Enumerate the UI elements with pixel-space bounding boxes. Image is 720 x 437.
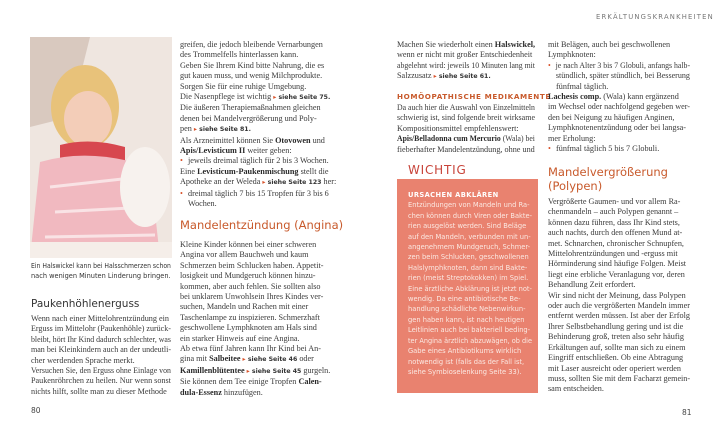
text-line [397,61,535,71]
bold-term: Salbeitee [209,354,241,364]
text-line [397,50,532,60]
text-run: bei unklarem Unwohlsein Ihres Kindes ver- [180,292,324,302]
text-line [548,144,659,154]
text-line [180,377,322,387]
text-run: mer Erholung: [548,133,596,143]
text-line [180,124,251,135]
box-text-line: rien (meist Streptokokken) im Spiel. [408,274,529,283]
text-run: fünfmal täglich. [556,81,609,91]
text-line [548,270,685,280]
text-run: Sie können dem Tee einige Tropfen [180,377,299,387]
text-line [548,291,686,301]
text-line [180,334,300,344]
text-line [548,92,679,102]
text-line [180,92,330,103]
text-run: Erkältungen auf, sollte man sich zu einem [548,342,686,352]
text-line [180,167,329,177]
text-run: wenn er nicht mit großer Entschiedenheit [397,50,533,60]
text-line [180,302,308,312]
bold-term: Kamillenblütentee [180,365,245,375]
caption-line: Ein Halswickel kann bei Halsschmerzen schon [31,262,171,270]
subheading-homoeopathische-medikamente: HOMÖOPATHISCHE MEDIKAMENTE [397,92,551,101]
text-line [180,354,314,365]
col2-text-top [180,40,350,210]
box-text-line: gen haben kann, ist nach heutigen [408,315,525,324]
text-run: Behandlung Zeit erfordert. [548,280,636,290]
text-run: cher werdenden Sprache merkt. [31,355,135,365]
text-run: fieberhafter Mandelentzündung, ohne und [397,144,535,154]
text-line [180,177,336,188]
page-reference-link[interactable]: ▸ siehe Seite 61. [434,73,491,80]
text-line [548,71,690,81]
col1-text [31,314,171,397]
text-line [548,61,690,71]
text-run: stündlich, später stündlich, bei Besserung [555,71,690,81]
text-line [31,387,167,397]
text-run: gut kauen muss, und wenig Milchprodukte. [180,71,323,81]
text-line [548,353,683,363]
text-run: Wir sind nicht der Meinung, dass Polypen [548,290,686,300]
child-photo [30,37,172,258]
text-run: sam entscheiden. [548,384,604,394]
text-run: Paukenröhrchen zu heilen. Nur wenn sonst [31,376,171,386]
box-text-line: siehe Symbioselenkung Seite 33). [408,367,522,376]
text-run: Taschenlampe zu inspizieren. Schmerzhaft [180,312,320,322]
text-run: (Wala) kann ergänzend [601,92,679,102]
text-run: nichts hilft, sollte man zu dieser Methode [31,386,167,396]
text-run: Kleine Kinder können bei einer schweren [180,240,317,249]
bold-term: Otovowen [275,135,311,145]
text-line [180,323,317,333]
page-reference-link[interactable]: ▸ siehe Seite 75. [273,94,330,101]
bold-term: Lachesis comp. [548,92,602,102]
bold-term: dula-Essenz [180,387,222,397]
text-run: abgelehnt wird: jeweils 10 Minuten lang mit [397,60,535,70]
box-text-line: notwendig ist (falls das der Fall ist, [408,357,525,366]
text-line [180,156,329,166]
text-run: (Wala) bei [500,134,535,144]
text-run: Machen Sie wiederholt einen [397,40,495,49]
text-line [548,301,690,311]
box-text-line: rien ausgelöst werden. Sind Beläge [408,222,527,231]
text-line [180,189,329,199]
text-line [180,313,320,323]
text-line [548,197,680,207]
text-line [548,123,686,133]
text-run: schwierig ist, sind folgende breit wirksame [397,113,536,123]
text-line [548,249,678,259]
text-line [31,335,171,345]
heading-line: Mandelvergrößerung [548,165,668,179]
text-run: oder auch die vergrößerten Mandeln immer [548,301,690,311]
text-line [31,376,171,386]
text-run: man bei Kleinkindern auch an der undeutli- [31,345,172,355]
text-run: Erguss im Mittelohr (Paukenhöhle) zurück- [31,324,171,334]
text-run: Lymphknotenentzündung oder bei langsa- [548,123,687,133]
page-reference-link[interactable]: ▸ siehe Seite 123 [262,179,321,186]
text-run: des Trommelfells hinterlassen kann. [180,50,299,60]
text-line [180,71,322,81]
text-run: Geben Sie Ihrem Kind bitte Nahrung, die es [180,60,325,70]
text-run: Da auch hier die Auswahl von Einzelmitteln [397,103,535,112]
bold-term: Apis/Levisticum II [180,146,246,156]
text-line [180,50,298,60]
heading-line: (Polypen) [548,179,603,193]
text-line [180,292,323,302]
text-run: kommen, aber auch fehlen. Sie sollten also [180,281,321,291]
text-line [548,364,681,374]
text-line [548,113,674,123]
col3-text-top [397,40,535,83]
text-run: stellt die [298,166,329,176]
important-box-title: WICHTIG [408,163,467,177]
text-run: dreimal täglich 7 bis 15 Tropfen für 3 bis 6 [188,188,329,198]
text-run: her: [321,177,337,187]
text-run: oder [297,354,314,364]
text-line [180,366,330,377]
text-line [180,271,316,281]
text-line [397,134,535,144]
box-text-line: Leitlinien auch bei bakteriell beding- [408,326,531,335]
bold-term: Halswickel, [494,40,536,49]
bold-term: Calen- [298,377,322,387]
text-line [548,322,683,332]
text-run: Eine [180,166,198,176]
text-line [31,324,171,334]
text-run: liegt eine erbliche Veranlagung vor, deren [548,269,685,279]
text-run: geschwollene Lymphknoten am Hals sind [180,323,317,333]
text-line [548,134,596,144]
bold-term: Apis/Belladonna cum Mercurio [397,134,501,144]
text-run: Schmerzen beim Schlucken haben. Appetit- [180,260,324,270]
text-run: hinzufügen. [221,387,263,397]
text-run: Lymphknoten: [548,50,596,60]
running-header: ERKÄLTUNGSKRANKHEITEN [596,13,714,21]
text-run: bleibt, hört Ihr Kind dadurch schlechter, was [31,334,171,344]
box-text-line: auf den Mandeln, verbunden mit un- [408,232,531,241]
heading-paukenhoehlenerguss: Paukenhöhlenerguss [31,298,140,310]
text-line [180,40,323,50]
text-run: muss, sollten Sie mit dem Facharzt gemein- [548,373,691,383]
text-line [180,240,316,250]
text-line [548,102,690,112]
text-run: Vergrößerte Gaumen- und vor allem Ra- [548,197,681,206]
box-text-line: handlung schädliche Nebenwirkun- [408,305,526,314]
text-run: auch nachts, durch den offenen Mund at- [548,228,683,238]
text-run: und [310,135,325,145]
text-run: Sorgen Sie für eine ruhige Umgebung. [180,81,307,91]
text-run: chenmandeln – auch Polypen genannt – [548,207,679,217]
text-run: im Wechsel oder nachfolgend gegeben wer- [548,102,690,112]
box-text-line: angenehmem Mundgeruch, Schmer- [408,243,531,252]
text-line [397,113,535,123]
text-line [180,146,292,156]
text-line [548,280,636,290]
text-line [548,343,686,353]
text-run: met. Schnarchen, chronischer Schnupfen, [548,238,684,248]
heading-line: Mandelentzündung (Angina) [180,218,344,232]
text-line [548,82,608,92]
text-line [548,311,690,321]
box-text-line: chen können durch Viren oder Bakte- [408,211,532,220]
text-line [397,40,535,50]
text-run: Salzzusatz [397,71,434,81]
text-run: ein starker Hinweis auf eine Angina. [180,333,300,343]
page-reference-link[interactable]: ▸ siehe Seite 81. [194,126,251,133]
text-line [180,114,317,124]
col2-text-bottom [180,240,350,398]
text-run: Behinderung groß, treten also sehr häufig [548,332,684,342]
text-line [31,314,169,324]
text-run: Mittelohrentzündungen und -erguss mit [548,249,678,259]
text-run: Hörminderung sind häufige Folgen. Meist [548,259,687,269]
text-run: den bei Neigung zu häufigen Anginen, [548,112,675,122]
text-run: gina mit [180,354,210,364]
text-run: denen bei Mandelvergrößerung und Poly- [180,113,317,123]
page-reference-link[interactable]: ▸ siehe Seite 45 [247,368,302,375]
text-line [180,250,308,260]
photo-caption [31,262,171,281]
text-line [31,366,171,376]
text-run: Angina vor allem Bauchweh und kaum [180,250,309,260]
bold-term: Levisticum-Paukenmischung [197,166,299,176]
text-run: losigkeit und Mundgeruch können hinzu- [180,271,316,281]
box-text-line: zen beim Schlucken, geschwollenen [408,253,529,262]
page-number-left: 80 [31,406,41,415]
text-run: fünfmal täglich 5 bis 7 Globuli. [556,144,660,154]
col3-text-mid [397,103,535,155]
text-run: Als Arzneimittel können Sie [180,135,276,145]
text-run: pen [180,124,194,134]
text-line [548,50,596,60]
text-line [548,384,604,394]
text-run: greifen, die jedoch bleibende Vernarbungen [180,40,323,49]
text-line [180,103,321,113]
text-line [548,259,686,269]
text-run: Eingriff entschließen. Ob eine Abtragung [548,353,684,363]
text-run: können dazu führen, dass Ihr Kind stets, [548,217,680,227]
text-run: Wenn nach einer Mittelohrentzündung ein [31,314,170,323]
heading-mandelentzuendung [180,218,352,232]
text-run: gurgeln. [301,365,331,375]
text-run: Versuchen Sie, den Erguss ohne Einlage von [31,366,171,376]
text-run: Ab etwa fünf Jahren kann Ihr Kind bei An- [180,344,321,354]
box-text-line: Eine ärztliche Abklärung ist jetzt not- [408,284,532,293]
text-line [548,239,684,249]
text-line [548,218,680,228]
page-number-right: 81 [682,408,692,417]
text-run: mit Laser ausreicht oder operiert werden [548,363,681,373]
text-line [548,332,684,342]
text-line [180,261,323,271]
box-text-line: wendig. Da eine antibiotische Be- [408,295,521,304]
col4-text-top [548,40,690,154]
text-line [397,145,535,155]
text-line [31,356,135,366]
text-line [180,344,321,354]
important-box-subtitle: URSACHEN ABKLÄREN [408,191,499,199]
text-line [397,103,535,113]
text-line [180,82,306,92]
text-run: suchen, Mandeln und Rachen mit einer [180,302,309,312]
text-line [548,40,670,50]
text-line [180,199,217,209]
text-run: weiter geben: [245,146,292,156]
text-run: jeweils dreimal täglich für 2 bis 3 Wochen. [188,156,329,166]
text-run: Apotheke an der Weleda [180,177,263,187]
text-run: Die äußeren Therapiemaßnahmen gleichen [180,103,321,113]
box-text-line: Gabe eines Antibiotikums wirklich [408,347,522,356]
heading-mandelvergroesserung [548,165,668,193]
text-line [180,61,324,71]
text-run: Die Nasenpflege ist wichtig [180,92,274,102]
text-run: mit Belägen, auch bei geschwollenen [548,40,671,49]
text-run: Kompositionsmittel empfehlenswert: [397,123,519,133]
text-line [180,388,263,398]
text-line [31,345,171,355]
text-run: entfernt werden müssen. Ist aber der Erfolg [548,311,690,321]
text-line [397,71,491,82]
text-line [397,124,519,134]
page-reference-link[interactable]: ▸ siehe Seite 46 [243,356,298,363]
text-run: je nach Alter 3 bis 7 Globuli, anfangs halb- [555,60,691,70]
child-with-neck-wrap-photo-icon [30,37,172,258]
col4-text-bottom [548,197,690,395]
text-line [180,282,321,292]
text-run: Wochen. [188,199,217,209]
caption-line: nach wenigen Minuten Linderung bringen. [31,271,171,280]
text-line [548,374,690,384]
box-text-line: ter Angina ärztlich abzuwägen, ob die [408,336,533,345]
text-run: Ihrer Selbstbehandlung gering und ist die [548,321,684,331]
important-box-content [408,190,532,377]
text-line [548,228,682,238]
box-text-line: Halslymphknoten, dann sind Bakte- [408,263,528,272]
text-line [548,207,678,217]
text-line [180,136,325,146]
box-text-line: Entzündungen von Mandeln und Ra- [408,201,530,210]
